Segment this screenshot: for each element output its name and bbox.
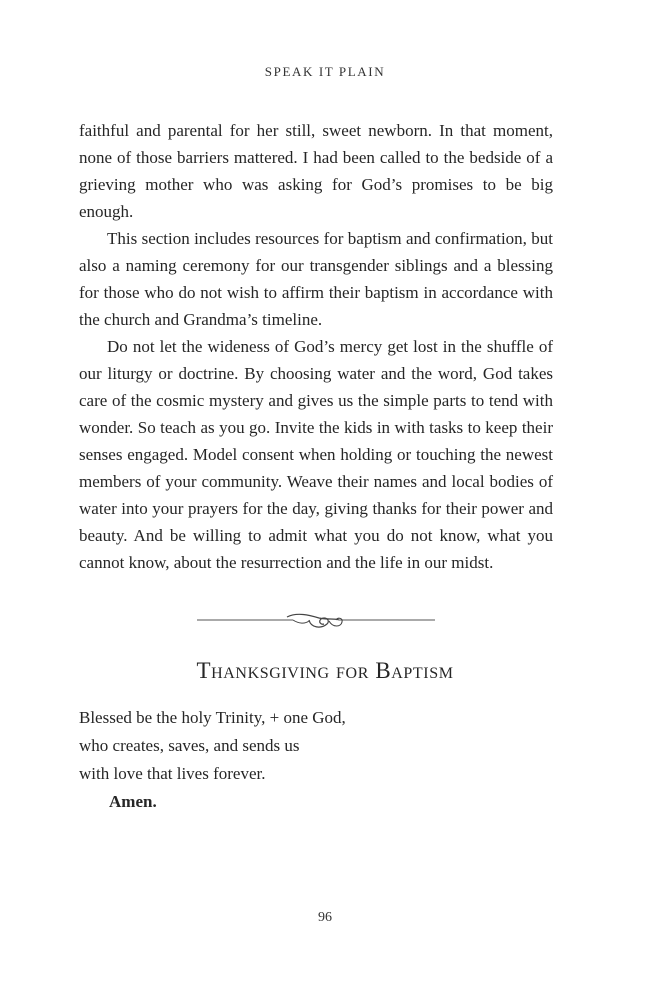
prayer-line: Blessed be the holy Trinity, + one God, <box>79 708 346 727</box>
paragraph-section-resources: This section includes resources for baptism and confirmation, but also a naming ceremony for our transgender siblings and a blessing for those who do not wish to affirm their baptism in accordance with the church and Grandma’s timeline. <box>79 229 553 329</box>
prayer-response-amen: Amen. <box>109 792 157 811</box>
prayer-line: who creates, saves, and sends us <box>79 736 300 755</box>
prayer-text <box>79 704 553 816</box>
paragraph-wideness-of-mercy: Do not let the wideness of God’s mercy get lost in the shuffle of our liturgy or doctrine. By choosing water and the word, God takes care of the cosmic mystery and gives us the simple parts to tend with wonder. So teach as you go. Invite the kids in with tasks to keep their senses engaged. Model consent when holding or touching the newest members of your community. Weave their names and local bodies of water into your prayers for the day, giving thanks for their power and beauty. And be willing to admit what you do not know, what you cannot know, about the resurrection and the life in our midst. <box>79 337 553 572</box>
prayer-line: with love that lives forever. <box>79 764 266 783</box>
section-title: Thanksgiving for Baptism <box>196 658 454 683</box>
page-number: 96 <box>318 910 332 925</box>
paragraph-continued: faithful and parental for her still, sweet newborn. In that moment, none of those barriers mattered. I had been called to the bedside of a grieving mother who was asking for God’s promises to be big enough. <box>79 121 553 221</box>
body-text <box>79 117 553 576</box>
flourish-divider-icon <box>197 606 435 636</box>
running-head: SPEAK IT PLAIN <box>264 64 386 79</box>
